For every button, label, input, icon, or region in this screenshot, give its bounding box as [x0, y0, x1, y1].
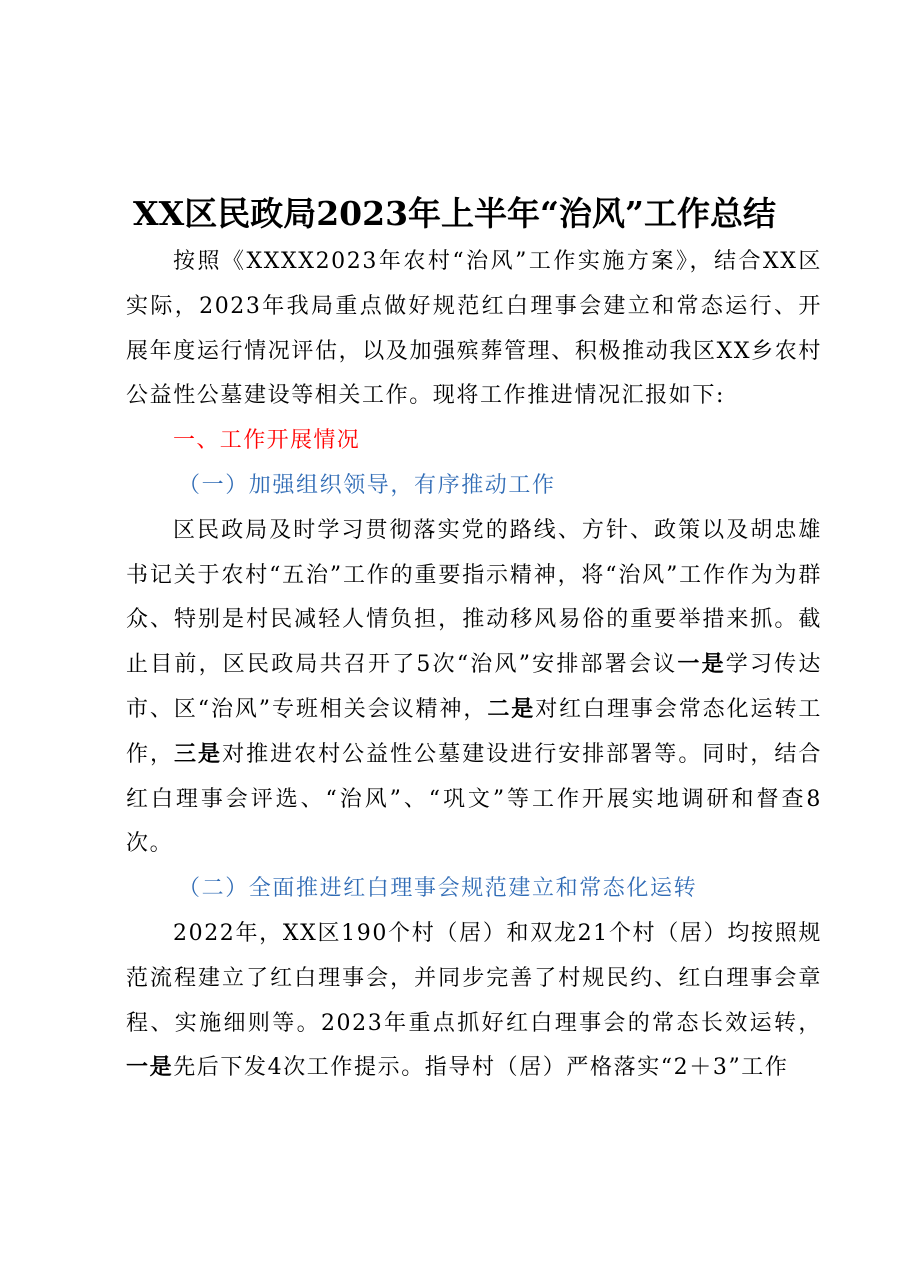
paragraph-text: 学习传达市、区“治风”专班相关会议精神， — [126, 652, 822, 722]
document-title: XX区民政局2023年上半年“治风”工作总结 — [132, 194, 777, 233]
paragraph-text: 先后下发4次工作提示。指导村（居）严格落实“2＋3”工作 — [173, 1055, 789, 1081]
bold-marker-second: 二是 — [487, 696, 536, 722]
bold-marker-first: 一是 — [677, 652, 726, 678]
subsection-heading-1: （一）加强组织领导，有序推动工作 — [178, 472, 556, 498]
subsection-heading-2: （二）全面推进红白理事会规范建立和常态化运转 — [178, 876, 698, 902]
bold-marker-first: 一是 — [126, 1055, 174, 1081]
subsection-2-paragraph — [126, 912, 822, 1091]
section-heading-work-progress: 一、工作开展情况 — [173, 428, 361, 454]
paragraph-text: 区民政局及时学习贯彻落实党的路线、方针、政策以及胡忠雄书记关于农村“五治”工作的重要指示精神，将“治风”工作作为为群众、特别是村民减轻人情负担，推动移风易俗的重要举措来抓。截止目前，区民政局共召开了5次“治风”安排部署会议 — [126, 517, 822, 678]
paragraph-text: 对推进农村公益性公墓建设进行安排部署等。同时，结合红白理事会评选、“治风”、“巩文”等工作开展实地调研和督查8次。 — [126, 741, 822, 857]
subsection-1-paragraph — [126, 509, 822, 867]
intro-paragraph: 按照《XXXX2023年农村“治风”工作实施方案》，结合XX区实际，2023年我局重点做好规范红白理事会建立和常态运行、开展年度运行情况评估，以及加强殡葬管理、积极推动我区XX乡农村公益性公墓建设等相关工作。现将工作推进情况汇报如下: — [126, 249, 822, 409]
paragraph-text: 2022年，XX区190个村（居）和双龙21个村（居）均按照规范流程建立了红白理事会，并同步完善了村规民约、红白理事会章程、实施细则等。2023年重点抓好红白理事会的常态长效运转， — [126, 920, 822, 1036]
bold-marker-third: 三是 — [174, 741, 223, 767]
document-body — [126, 240, 822, 1091]
paragraph-text: 对红白理事会常态化运转工作， — [126, 696, 822, 767]
